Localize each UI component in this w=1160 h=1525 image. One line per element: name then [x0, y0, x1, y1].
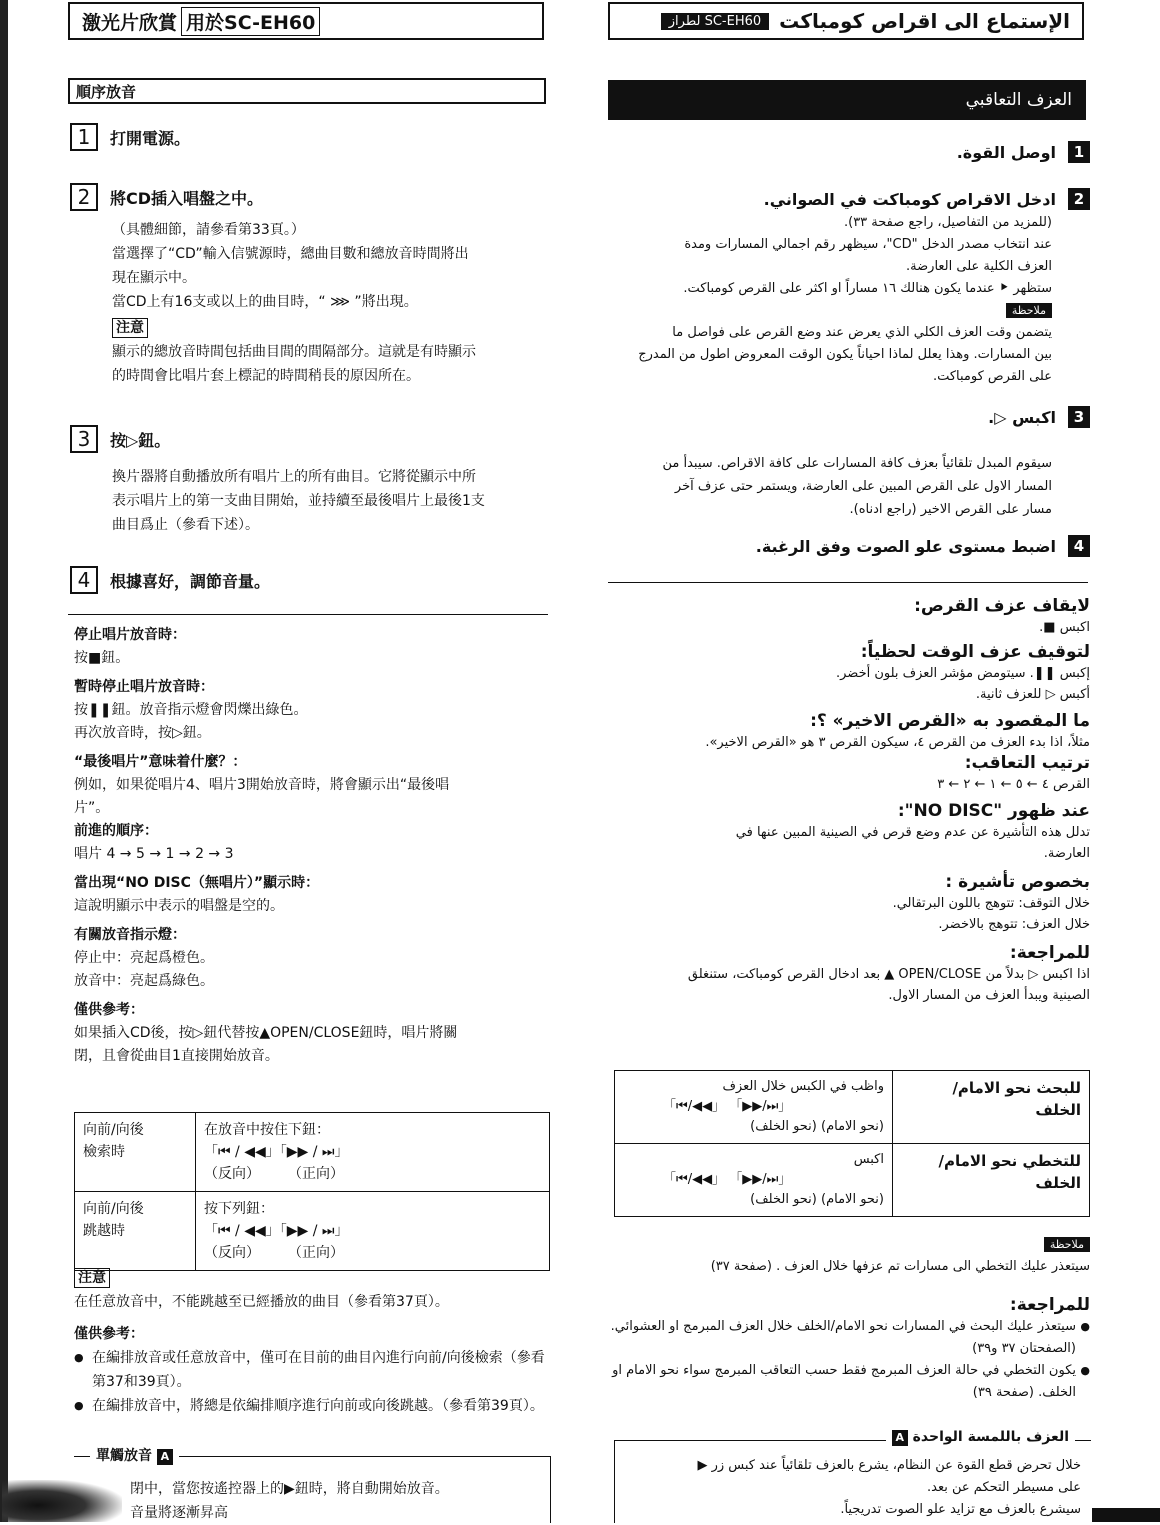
tip-text: مثلاً، اذا بدء العزف من القرص ٤، سيكون القرص ٣ هو «القرص الاخير». [705, 735, 1090, 750]
chinese-step-3 [70, 425, 170, 453]
text-line: 音量將逐漸昇高 [130, 1505, 228, 1521]
chinese-step-4 [70, 566, 270, 594]
text-line: سيشرع بالعزف مع تزايد علو الصوت تدريجياً. [840, 1502, 1081, 1517]
text-line: 曲目爲止（參看下述）。 [112, 517, 259, 533]
step-number: 4 [1068, 535, 1090, 557]
text-line: （反向） （正向） [204, 1166, 344, 1182]
tip-text: 放音中：亮起爲綠色。 [74, 973, 214, 989]
arabic-step-1 [957, 141, 1090, 163]
page-tab [1092, 1508, 1160, 1522]
table-desc [196, 1192, 550, 1271]
arabic-step-3 [988, 406, 1090, 428]
tip-title: 當出現“NO DISC（無唱片）”顯示時： [74, 875, 320, 891]
table-row [75, 1113, 550, 1192]
text-line: 按下列鈕： [204, 1201, 274, 1217]
text-line: 當選擇了“CD”輸入信號源時，總曲目數和總放音時間將出 [112, 246, 469, 262]
chinese-step-3-body [112, 465, 552, 537]
button-symbols: 「⏮/◀◀」 「▶▶/⏭」 [663, 1099, 792, 1114]
tip-title: بخصوص تأشيرة : [945, 872, 1090, 892]
text-line: واظب في الكبس خلال العزف [722, 1079, 884, 1094]
text-line: 顯示的總放音時間包括曲目間的間隔部分。這就是有時顯示 [112, 344, 476, 360]
table-row [75, 1192, 550, 1271]
bullet-item: ● 在編排放音中，將總是依編排順序進行向前或向後跳越。（參看第39頁）。 [74, 1394, 550, 1418]
arabic-header-model: SC-EH60 لطراز [661, 13, 769, 30]
text-line: 閉中，當您按遙控器上的▶鈕時，將自動開始放音。 [130, 1481, 449, 1497]
table-label: 向前/向後 檢索時 [75, 1113, 196, 1192]
text-line: 當CD上有16支或以上的曲目時，“ ⋙ ”將出現。 [112, 294, 418, 310]
text-line: العزف الكلية على العارضة. [906, 259, 1052, 274]
arabic-step-2-body [602, 212, 1052, 388]
arabic-header-title: الإستماع الى اقراص كومباكت [779, 9, 1070, 33]
tip-text: العارضة. [1043, 846, 1090, 861]
step-number: 2 [70, 183, 98, 211]
text-line: مسار على القرص الاخير (راجع ادناه). [849, 502, 1052, 517]
tip-text: تدلل هذه التأشيرة عن عدم وضع قرص في الصينية المبين عنها في [735, 825, 1090, 840]
note-label: ملاحظة [1006, 303, 1052, 318]
chinese-one-touch-box [74, 1448, 551, 1523]
one-touch-badge: A [157, 1449, 173, 1465]
tip-title: ترتيب التعاقب: [964, 753, 1090, 773]
tip-title: لتوقيف عزف الوقت لحظياً: [860, 642, 1090, 662]
step-title: اكبس ▷. [988, 407, 1056, 427]
step-title: 打開電源。 [110, 128, 191, 148]
table-row [615, 1071, 1090, 1144]
bullet-item: ● يكون التخطي في حالة العزف المبرمج فقط حسب التعاقب المبرمج سواء نحو الامام او الخلف. (صفحة ٣٩) [610, 1360, 1090, 1404]
binding-edge [0, 0, 8, 1522]
step-title: 根據喜好，調節音量。 [110, 571, 271, 591]
text-line: (للمزيد من التفاصيل، راجع صفحة ٣٣). [843, 215, 1052, 230]
table-row [615, 1144, 1090, 1217]
text-line: （反向） （正向） [204, 1245, 344, 1261]
table-desc [615, 1144, 893, 1217]
text-line: (نحو الامام) (نحو الخلف) [750, 1192, 884, 1207]
tip-title: لايقاف عزف القرص: [914, 596, 1090, 616]
text-line: على مسيطر التحكم عن بعد. [927, 1480, 1081, 1495]
chinese-header-title: 激光片欣賞 [82, 11, 178, 34]
chinese-tips [74, 624, 550, 1068]
text-line: 的時間會比唱片套上標記的時間稍長的原因所在。 [112, 368, 420, 384]
text-line: المسار الاول على القرص المبين على العارضة، ويستمر حتى عزف آخر [674, 479, 1052, 494]
step-title: 按▷鈕。 [110, 430, 171, 450]
note-label: 注意 [74, 1268, 110, 1288]
tip-text: أكبس ▷ للعزف ثانية. [975, 687, 1090, 702]
table-label: 向前/向後 跳越時 [75, 1192, 196, 1271]
step-number: 4 [70, 566, 98, 594]
one-touch-badge: A [892, 1430, 908, 1446]
step-title: اضبط مستوى علو الصوت وفق الرغبة. [755, 536, 1056, 556]
tip-text: 唱片 4 → 5 → 1 → 2 → 3 [74, 846, 234, 862]
note-label: 注意 [112, 318, 148, 338]
step-number: 3 [70, 425, 98, 453]
arabic-tips [610, 596, 1090, 1006]
tip-text: القرص ٤ ← ٥ ← ١ ← ٢ ← ٣ [937, 777, 1090, 792]
tip-title: 停止唱片放音時： [74, 627, 186, 643]
arabic-step-4 [756, 535, 1090, 557]
tip-title: 僅供參考： [74, 1002, 144, 1018]
tip-title: للمراجعة: [1009, 1295, 1090, 1315]
table-desc [615, 1071, 893, 1144]
tip-text: خلال التوقف: تتوهج باللون البرتقالي. [892, 896, 1090, 911]
text-line: （具體細節，請參看第33頁。） [112, 222, 305, 238]
tip-text: خلال العزف: تتوهج بالاخضر. [938, 917, 1090, 932]
text-line: 在放音中按住下鈕： [204, 1122, 330, 1138]
tip-text: 這說明顯示中表示的唱盤是空的。 [74, 898, 284, 914]
step-number: 2 [1068, 188, 1090, 210]
arabic-operation-table [614, 1070, 1090, 1217]
tip-text: 按■鈕。 [74, 650, 130, 666]
step-title: اوصل القوة. [956, 142, 1056, 162]
tip-text: 例如，如果從唱片4、唱片3開始放音時，將會顯示出“最後唱 [74, 777, 450, 793]
button-symbols: 「⏮/◀◀」 「▶▶/⏭」 [663, 1172, 792, 1187]
tip-text: 如果插入CD後，按▷鈕代替按▲OPEN/CLOSE鈕時，唱片將關 [74, 1025, 458, 1041]
tip-title: 僅供參考： [74, 1326, 144, 1342]
note-label: ملاحظة [1044, 1237, 1090, 1252]
text-line: عند انتخاب مصدر الدخل "CD"، سيظهر رقم اجمالي المسارات ومدة [684, 237, 1052, 252]
tip-text: 片”。 [74, 800, 110, 816]
chinese-step-1 [70, 123, 190, 151]
step-number: 3 [1068, 406, 1090, 428]
chinese-notes [74, 1266, 550, 1418]
bullet-item: ● سيتعذر عليك البحث في المسارات نحو الامام/الخلف خلال العزف المبرمج او العشوائي. (الصفحتان ٣٧ و٣٩) [610, 1316, 1090, 1360]
table-label: للبحث نحو الامام/ الخلف [893, 1071, 1090, 1144]
one-touch-text [641, 1455, 1081, 1521]
tip-text: الصينية ويبدأ العزف من المسار الاول. [888, 988, 1090, 1003]
tip-text: 再次放音時，按▷鈕。 [74, 725, 211, 741]
chinese-section-title: 順序放音 [68, 78, 546, 104]
tip-title: 前進的順序： [74, 823, 158, 839]
step-number: 1 [70, 123, 98, 151]
table-label: للتخطي نحو الامام/ الخلف [893, 1144, 1090, 1217]
tip-title: ما المقصود به «القرص الاخير» ؟: [810, 711, 1090, 731]
text-line: سيتعذر عليك التخطي الى مسارات تم عزفها خلال العزف . (صفحة ٣٧) [710, 1259, 1090, 1274]
step-number: 1 [1068, 141, 1090, 163]
text-line: سيقوم المبدل تلقائياً بعزف كافة المسارات على كافة الاقراص. سيبدأ من [662, 456, 1052, 471]
one-touch-text [130, 1477, 546, 1525]
arabic-one-touch-box [614, 1429, 1091, 1523]
chinese-step-2 [70, 183, 263, 211]
one-touch-label: العزف باللمسة الواحدة [912, 1429, 1069, 1445]
one-touch-label: 單觸放音 [96, 1448, 152, 1464]
divider [608, 582, 1088, 583]
one-touch-title [886, 1429, 1075, 1446]
tip-text: إكبس ❚❚. سيتومض مؤشر العزف بلون أخضر. [835, 666, 1090, 681]
tip-title: 有關放音指示燈： [74, 927, 186, 943]
arabic-step-2 [764, 188, 1090, 210]
bullet-item: ● 在編排放音或任意放音中，僅可在目前的曲目內進行向前/向後檢索（參看第37和39頁）。 [74, 1346, 550, 1394]
tip-text: اذا اكبس ▷ بدلاً من OPEN/CLOSE ▲ بعد ادخال القرص كومباكت، ستنغلق [687, 967, 1090, 982]
tip-title: للمراجعة: [1009, 943, 1090, 963]
divider [68, 614, 548, 615]
arabic-step-3-body [602, 452, 1052, 521]
text-line: خلال تحرض قطع القوة عن النظام، يشرع بالعزف تلقائياً عند كبس زر ▶ [697, 1458, 1081, 1473]
button-symbols: 「⏮ / ◀◀」「▶▶ / ⏭」 [204, 1223, 349, 1239]
text-line: على القرص كومباكت. [932, 369, 1052, 384]
text-line: (نحو الامام) (نحو الخلف) [750, 1119, 884, 1134]
tip-title: عند ظهور "NO DISC": [897, 801, 1090, 821]
one-touch-title [90, 1445, 179, 1465]
text-line: 表示唱片上的第一支曲目開始，並持續至最後唱片上最後1支 [112, 493, 485, 509]
text-line: 在任意放音中，不能跳越至已經播放的曲目（參看第37頁）。 [74, 1294, 449, 1310]
text-line: بين المسارات. وهذا يعلل لماذا احياناً يكون الوقت المعروض اطول من المدرج [638, 347, 1052, 362]
chinese-operation-table [74, 1112, 550, 1271]
tip-title: 暫時停止唱片放音時： [74, 679, 214, 695]
chinese-header-model: 用於SC-EH60 [181, 7, 320, 36]
tip-title: “最後唱片”意味着什麼？： [74, 754, 247, 770]
step-title: 將CD插入唱盤之中。 [110, 188, 264, 208]
text-line: اكبس [853, 1152, 884, 1167]
tip-text: اكبس ■. [1039, 620, 1090, 635]
chinese-step-2-body [112, 218, 552, 388]
scan-shadow [2, 1480, 122, 1522]
step-title: ادخل الاقراص كومباكت في الصواني. [763, 189, 1056, 209]
text-line: يتضمن وقت العزف الكلي الذي يعرض عند وضع القرص على فواصل ما [672, 325, 1052, 340]
tip-text: 閉，且會從曲目1直接開始放音。 [74, 1048, 279, 1064]
text-line: 現在顯示中。 [112, 270, 196, 286]
button-symbols: 「⏮ / ◀◀」「▶▶ / ⏭」 [204, 1144, 349, 1160]
tip-text: 按❚❚鈕。放音指示燈會閃爍出綠色。 [74, 702, 308, 718]
arabic-section-title: العزف التعاقبي [608, 80, 1086, 120]
chinese-header [68, 2, 544, 40]
text-line: ستظهر ⯈ عندما يكون هنالك ١٦ مساراً او اكثر على القرص كومباكت. [683, 281, 1052, 296]
arabic-header [608, 2, 1084, 40]
table-desc [196, 1113, 550, 1192]
text-line: 換片器將自動播放所有唱片上的所有曲目。它將從顯示中所 [112, 469, 476, 485]
tip-text: 停止中：亮起爲橙色。 [74, 950, 214, 966]
arabic-notes [610, 1234, 1090, 1404]
